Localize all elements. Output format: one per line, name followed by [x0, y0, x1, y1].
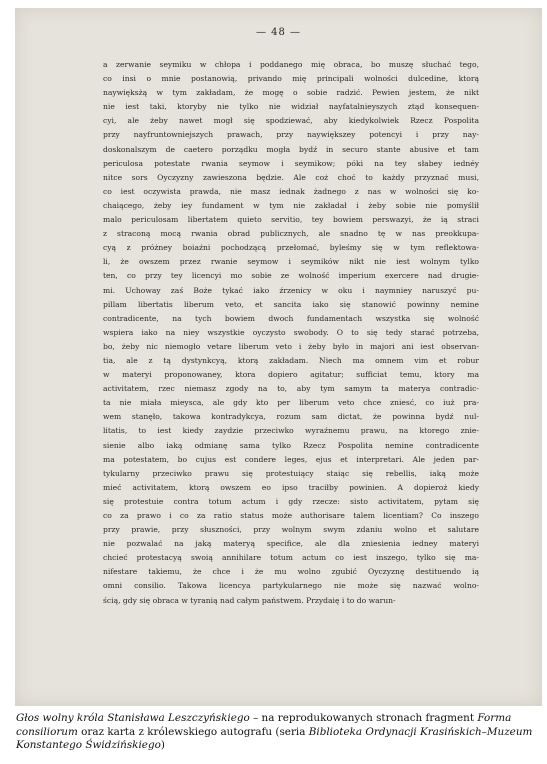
text-line: nitce sors Oyczyzny zawieszona będzie. Ale coż choć to każdy przyznać musi,: [103, 172, 479, 182]
text-line: activitatem, rzec niemasz zgody na to, aby tym samym ta materya contradic-: [103, 384, 479, 394]
text-line: chaiącego, żeby iey fundament w tym nie zakładał i żeby sobie nie pomyślił: [103, 200, 479, 210]
text-line: ten, co przy tey licencyi mo sobie ze wolność imperium exercere nad drugie-: [103, 271, 479, 281]
text-line: ścią, gdy się obraca w tyranią nad całym państwem. Przydaię i to do warun-: [103, 595, 396, 605]
text-line: co insi o mnie postanowią, privando mię principali wolności dulcedine, ktorą: [103, 74, 479, 84]
text-line: z straconą mocą rwania obrad publicznych, ale snadno tę w nas preokkupa-: [103, 229, 479, 239]
caption-series-title: Biblioteka Ordynacji Krasińskich–Muzeum Konstantego Świdzińskiego: [16, 725, 533, 751]
text-line: wspiera iako na niey wszystkie oyczysto swobody. O to się tedy starać potrzeba,: [103, 327, 479, 337]
text-line: wem stanęło, takowa kontradykcya, rozum sam dictat, że powinna bydź nul-: [103, 412, 479, 422]
text-line: naywięksżą w tym zakładam, że mogę o sobie radzić. Pewien jestem, że nikt: [103, 88, 479, 98]
text-line: pillam libertatis liberum veto, et sancita iako się stanowić powinny nemine: [103, 299, 479, 309]
text-line: bo, żeby nic niemogło vetare liberum veto i żeby było in majori ani iest observan-: [103, 341, 479, 351]
caption-title: Głos wolny króla Stanisława Leszczyńskiego: [16, 712, 250, 724]
text-line: nie iest taki, ktoryby nie tylko nie widział nayfatalnieyszych ztąd konsequen-: [103, 102, 479, 112]
text-line: periculosa potestate rwania seymow i seymikow; póki na tey słabey iednéy: [103, 158, 479, 168]
text-line: litatis, to iest kiedy zaydzie przeciwko wyraźnemu prawu, na ktorego znie-: [103, 426, 479, 436]
text-line: co za prawo i co za ratio status może authorisare talem licentiam? Co inszego: [103, 511, 479, 520]
caption-text: oraz karta z królewskiego autografu (seria: [77, 725, 309, 738]
text-line: malo periculosam libertatem quieto servitio, tey bowiem perswazyi, że ią straci: [103, 215, 479, 225]
figure-caption: [16, 712, 536, 753]
text-line: chcieć protestacyą swoią annihilare totum actum co iest inszego, tylko się ma-: [103, 553, 479, 563]
text-line: ta nie miała mieysca, ale gdy kto per liberum veto chce zniesć, co iuż pra-: [103, 398, 479, 408]
text-line: przy nayfruntowniejszych prawach, przy naywiększey potencyi i przy nay-: [103, 130, 479, 140]
text-line: contradicente, na tych bowiem dwoch fundamentach wszystka się wolność: [103, 313, 479, 323]
caption-text: – na reprodukowanych stronach fragment: [249, 712, 478, 724]
text-line: cyi, ale żeby nawet mogł się spodziewać, aby kiedykolwiek Rzecz Pospolita: [103, 116, 479, 126]
caption-text: ): [160, 739, 165, 751]
text-line: sienie albo iaką odmianę sama tylko Rzecz Pospolita nemine contradicente: [103, 440, 479, 450]
text-line: przy prawie, przy słuszności, przy wolnym swym zdaniu wolno et salutare: [103, 525, 479, 535]
text-line: co iest oczywista prawda, nie masz iednak żadnego z nas w wolności się ko-: [103, 186, 479, 196]
text-line: doskonalszym de caetero porządku mogła bydź in securo stante abusive et tam: [103, 144, 479, 154]
caption-work-title: Forma consiliorum: [16, 712, 512, 738]
text-line: ma potestatem, bo cujus est condere leges, ejus et interpretari. Ale jeden par-: [103, 454, 479, 464]
text-line: li, że owszem przez rwanie seymow i seymików nikt nie iest wolnym tylko: [103, 257, 479, 267]
text-line: a zerwanie seymiku w chłopa i poddanego mię obraca, bo muszę słuchać tego,: [103, 60, 479, 69]
text-line: tykularny przeciwko prawu się protestuiący staiąc się rebellis, iaką może: [103, 468, 479, 478]
text-line: tia, ale z tą dystynkcyą, ktorą zakładam. Niech ma omnem vim et robur: [103, 355, 479, 365]
text-line: mieć activitatem, ktorą owszem eo ipso traciłby powinien. A dopieroż kiedy: [103, 482, 479, 492]
scanned-page: [15, 8, 542, 706]
text-line: cyą z próżney boiaźni pochodzącą przełomać, byleśmy się w tym reflektowa-: [103, 243, 479, 253]
page-number: — 48 —: [255, 27, 302, 38]
text-line: nifestare takiemu, że chce i że mu wolno zgubić Oyczyznę destituendo ią: [103, 567, 479, 577]
text-line: nie pozwalać na jaką materyą specifice, ale dla zniesienia iedney materyi: [103, 539, 479, 549]
text-line: w materyi proponowaney, ktora dopiero agitatur; sufficiat temu, ktory ma: [103, 370, 479, 380]
text-line: się protestuie contra totum actum i gdy rzecze: sisto activitatem, pytam się: [103, 496, 479, 506]
text-line: mi. Uchoway zaś Boże tykać iako źrzenicy w oku i naymniey naruszyć pu-: [103, 285, 479, 295]
text-line: omni consilio. Takowa licencya partykularnego nie może się nazwać wolno-: [103, 581, 479, 591]
page-body-text: [103, 58, 479, 608]
